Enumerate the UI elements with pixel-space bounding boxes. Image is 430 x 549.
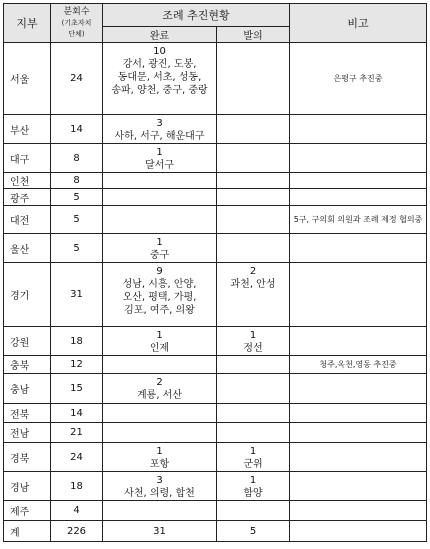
header-proposed: 발의 [217, 27, 290, 43]
table-row [4, 234, 427, 263]
table-row [4, 263, 427, 327]
region-cell: 울산 [4, 234, 51, 263]
note-cell [290, 374, 427, 404]
note-cell [290, 443, 427, 472]
proposed-names [217, 487, 289, 500]
done-name-line: 사천, 의령, 합천 [124, 488, 195, 499]
done-names [103, 487, 216, 500]
done-count: 1 [156, 237, 163, 248]
region-cell: 인천 [4, 173, 51, 189]
proposed-cell [217, 206, 290, 234]
count-cell: 24 [51, 43, 103, 115]
total-count-cell: 226 [51, 521, 103, 542]
done-cell [103, 144, 217, 173]
note-cell [290, 234, 427, 263]
header-done: 완료 [103, 27, 217, 43]
proposed-cell [217, 144, 290, 173]
proposed-cell [217, 189, 290, 206]
proposed-cell [217, 43, 290, 115]
count-cell: 14 [51, 115, 103, 144]
table-row [4, 206, 427, 234]
header-count-title: 분회수 [63, 6, 90, 17]
count-cell: 8 [51, 173, 103, 189]
done-name-line: 포항 [149, 459, 170, 470]
region-cell: 경북 [4, 443, 51, 472]
done-name-line: 강서, 광진, 도봉, [122, 59, 197, 70]
note-cell [290, 327, 427, 356]
done-names [103, 389, 216, 402]
total-note-cell [290, 521, 427, 542]
done-cell [103, 443, 217, 472]
done-cell [103, 173, 217, 189]
proposed-cell [217, 356, 290, 374]
ordinance-status-table [3, 3, 427, 542]
total-region-cell: 계 [4, 521, 51, 542]
total-done-cell: 31 [103, 521, 217, 542]
table-row [4, 115, 427, 144]
region-cell: 서울 [4, 43, 51, 115]
done-count: 1 [156, 446, 163, 457]
done-cell [103, 404, 217, 423]
proposed-names [217, 458, 289, 471]
done-name-line: 인제 [149, 343, 170, 354]
note-cell: 은평구 추진중 [290, 43, 427, 115]
done-count: 9 [156, 266, 163, 277]
note-cell [290, 115, 427, 144]
proposed-cell [217, 263, 290, 327]
done-name-line: 성남, 시흥, 안양, [122, 279, 197, 290]
done-name-line: 달서구 [145, 160, 174, 171]
proposed-count: 1 [249, 475, 257, 486]
header-region: 지부 [4, 4, 51, 43]
note-cell: 청주,옥천,영동 추진중 [290, 356, 427, 374]
count-cell: 4 [51, 501, 103, 521]
done-names [103, 159, 216, 172]
table-row [4, 374, 427, 404]
done-cell [103, 374, 217, 404]
proposed-count: 1 [249, 330, 257, 341]
region-cell: 경남 [4, 472, 51, 501]
note-cell: 5구, 구의회 의원과 조례 제정 협의중 [290, 206, 427, 234]
header-count-sub2: 단체) [68, 29, 85, 38]
region-cell: 충북 [4, 356, 51, 374]
done-cell [103, 206, 217, 234]
region-cell: 부산 [4, 115, 51, 144]
note-cell [290, 263, 427, 327]
table-row [4, 423, 427, 443]
proposed-cell [217, 443, 290, 472]
count-cell: 14 [51, 404, 103, 423]
done-count: 3 [156, 118, 163, 129]
table-row [4, 43, 427, 115]
note-cell [290, 423, 427, 443]
note-cell [290, 472, 427, 501]
table-row [4, 443, 427, 472]
region-cell: 광주 [4, 189, 51, 206]
done-names [103, 458, 216, 471]
proposed-cell [217, 115, 290, 144]
done-names [103, 249, 216, 262]
done-names [103, 58, 216, 97]
count-cell: 5 [51, 189, 103, 206]
done-cell [103, 356, 217, 374]
note-cell [290, 144, 427, 173]
proposed-name-line: 정선 [243, 343, 263, 354]
table-row [4, 144, 427, 173]
proposed-name-line: 함양 [243, 488, 263, 499]
done-count: 3 [156, 475, 163, 486]
region-cell: 충남 [4, 374, 51, 404]
done-cell [103, 189, 217, 206]
done-count: 2 [156, 377, 163, 388]
done-names [103, 130, 216, 143]
done-name-line: 중구 [149, 250, 170, 261]
proposed-cell [217, 234, 290, 263]
proposed-cell [217, 501, 290, 521]
region-cell: 대구 [4, 144, 51, 173]
count-cell: 21 [51, 423, 103, 443]
done-cell [103, 43, 217, 115]
note-cell [290, 404, 427, 423]
proposed-name-line: 군위 [243, 459, 263, 470]
done-name-line: 오산, 평택, 가평, [122, 292, 197, 303]
proposed-names [217, 278, 289, 291]
proposed-cell [217, 173, 290, 189]
header-status: 조례 추진현황 [103, 4, 290, 27]
done-cell [103, 234, 217, 263]
done-cell [103, 423, 217, 443]
done-names [103, 278, 216, 317]
table-row [4, 189, 427, 206]
table-row [4, 173, 427, 189]
table-row [4, 472, 427, 501]
total-row [4, 521, 427, 542]
proposed-count: 1 [249, 446, 257, 457]
proposed-cell [217, 472, 290, 501]
table-row [4, 356, 427, 374]
done-count: 10 [153, 46, 166, 57]
table-row [4, 327, 427, 356]
count-cell: 18 [51, 472, 103, 501]
count-cell: 15 [51, 374, 103, 404]
proposed-cell [217, 327, 290, 356]
region-cell: 전북 [4, 404, 51, 423]
proposed-cell [217, 404, 290, 423]
count-cell: 31 [51, 263, 103, 327]
count-cell: 8 [51, 144, 103, 173]
count-cell: 12 [51, 356, 103, 374]
done-cell [103, 263, 217, 327]
done-cell [103, 327, 217, 356]
note-cell [290, 173, 427, 189]
proposed-name-line: 과천, 안성 [230, 279, 276, 290]
done-name-line: 사하, 서구, 해운대구 [114, 131, 205, 142]
note-cell [290, 501, 427, 521]
done-name-line: 계룡, 서산 [137, 390, 182, 401]
note-cell [290, 189, 427, 206]
proposed-cell [217, 423, 290, 443]
count-cell: 5 [51, 234, 103, 263]
done-cell [103, 501, 217, 521]
done-name-line: 동대문, 서초, 성동, [117, 72, 202, 83]
total-proposed-cell: 5 [217, 521, 290, 542]
proposed-cell [217, 374, 290, 404]
region-cell: 대전 [4, 206, 51, 234]
region-cell: 제주 [4, 501, 51, 521]
region-cell: 경기 [4, 263, 51, 327]
count-cell: 18 [51, 327, 103, 356]
count-cell: 24 [51, 443, 103, 472]
done-count: 1 [156, 147, 163, 158]
done-cell [103, 115, 217, 144]
done-name-line: 송파, 양천, 중구, 중랑 [111, 85, 208, 96]
header-count [51, 4, 103, 43]
table-body [4, 43, 427, 542]
header-count-sub1: (기초자치 [61, 18, 92, 27]
header-note: 비고 [290, 4, 427, 43]
table-row [4, 501, 427, 521]
done-cell [103, 472, 217, 501]
done-count: 1 [156, 330, 163, 341]
table-row [4, 404, 427, 423]
region-cell: 전남 [4, 423, 51, 443]
count-cell: 5 [51, 206, 103, 234]
done-name-line: 김포, 여주, 의왕 [124, 305, 195, 316]
proposed-count: 2 [249, 266, 257, 277]
proposed-names [217, 342, 289, 355]
done-names [103, 342, 216, 355]
region-cell: 강원 [4, 327, 51, 356]
